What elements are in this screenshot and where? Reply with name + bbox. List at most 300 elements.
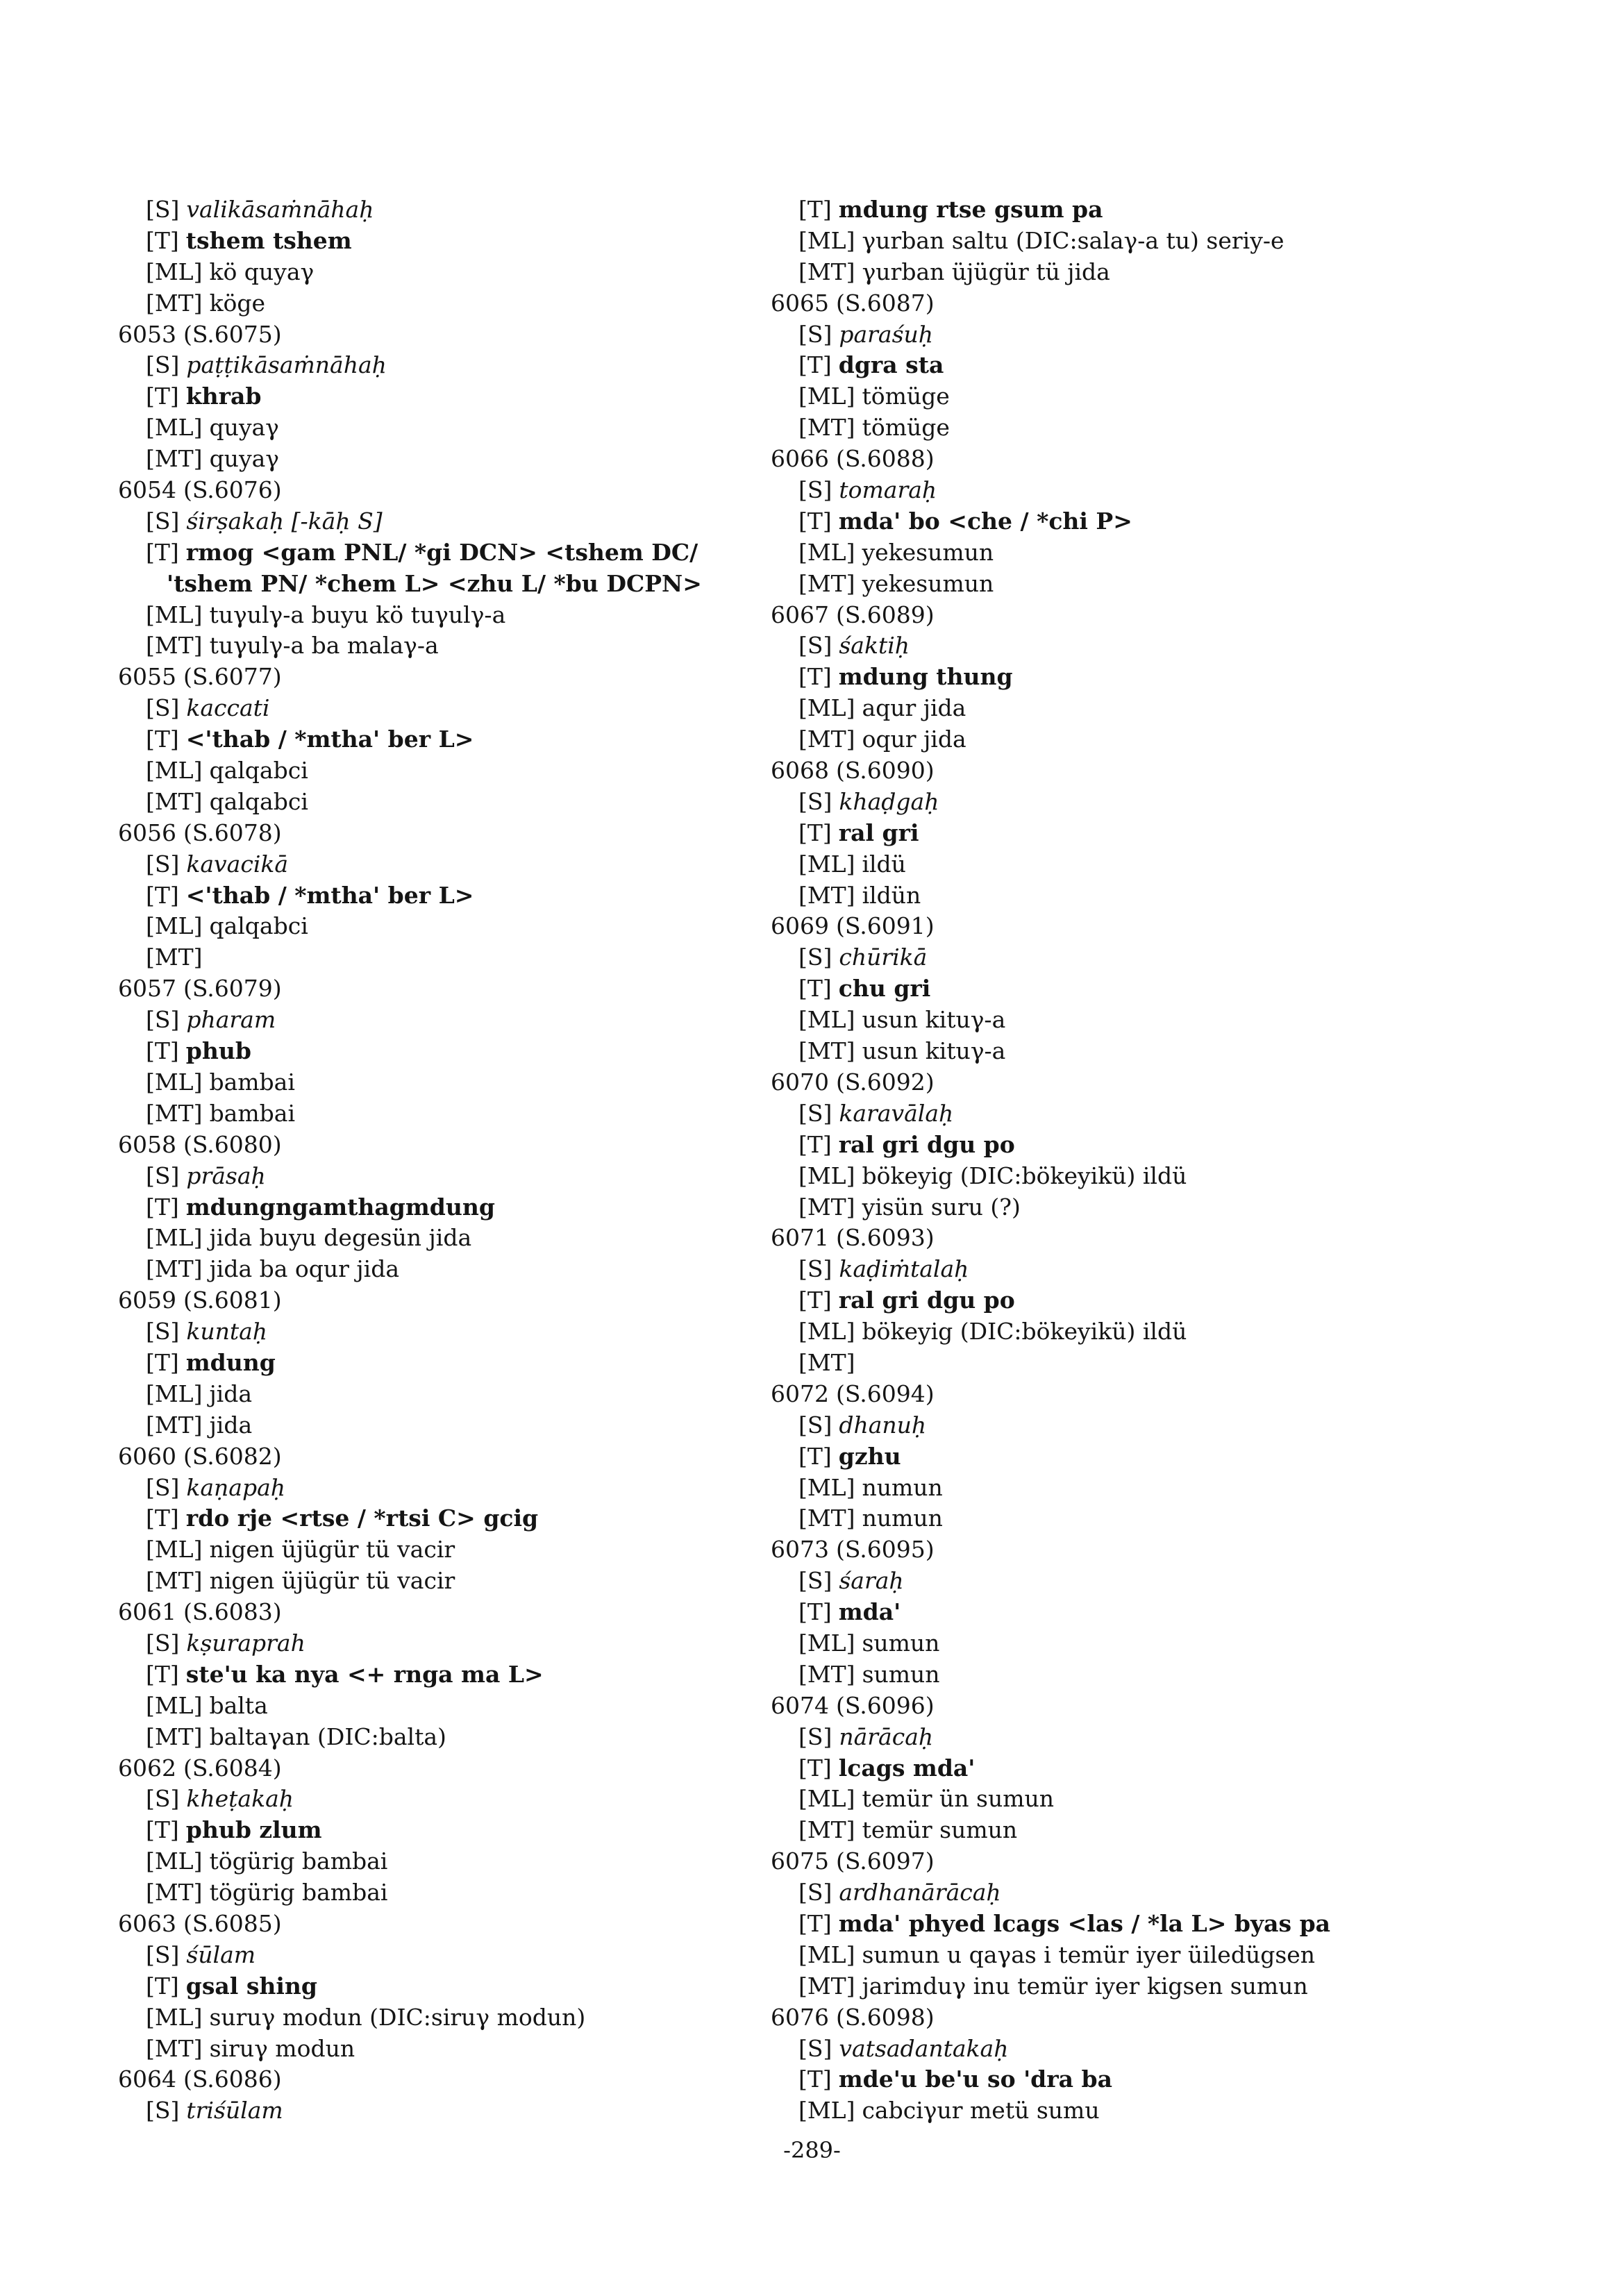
entry-field: [771, 226, 1465, 257]
entry-ref: (S.6082): [183, 1442, 282, 1470]
entry-number: [771, 600, 1465, 631]
field-value: kaccati: [186, 694, 270, 722]
entry-ref: (S.6097): [835, 1847, 935, 1875]
field-value: tshem tshem: [185, 226, 352, 254]
field-value: dgra sta: [838, 351, 944, 379]
field-tag: [ML]: [798, 226, 855, 254]
entry-field: [771, 1503, 1465, 1534]
field-tag: [MT]: [146, 1879, 203, 1907]
field-tag: [MT]: [146, 445, 203, 473]
entry-continuation: [118, 569, 812, 600]
entry-number: [771, 2002, 1465, 2034]
field-value: mda': [838, 1598, 901, 1626]
entry-field: [118, 942, 812, 973]
entry-field: [771, 537, 1465, 569]
field-tag: [S]: [146, 1941, 180, 1968]
entry-ref: (S.6089): [835, 601, 935, 628]
entry-ref: (S.6084): [183, 1754, 282, 1782]
entry-id: 6072: [771, 1380, 829, 1407]
entry-ref: (S.6094): [835, 1380, 935, 1407]
entry-field: [118, 1223, 812, 1254]
field-tag: [S]: [798, 1567, 832, 1595]
field-tag: [T]: [146, 1972, 179, 2000]
field-value: baltaγan (DIC:balta): [209, 1723, 446, 1750]
entry-field: [771, 662, 1465, 693]
entry-number: [771, 911, 1465, 942]
field-value: chūrikā: [839, 944, 928, 971]
field-tag: [S]: [798, 1099, 832, 1127]
field-tag: [ML]: [798, 1629, 855, 1657]
field-value: yekesumun: [862, 569, 994, 597]
left-column: [118, 194, 812, 2127]
field-value: temür sumun: [862, 1816, 1018, 1844]
field-tag: [ML]: [146, 1380, 203, 1407]
entry-ref: (S.6092): [835, 1068, 935, 1096]
field-tag: [ML]: [798, 1941, 855, 1968]
field-tag: [T]: [798, 1130, 832, 1158]
entry-id: 6071: [771, 1224, 829, 1252]
field-tag: [ML]: [146, 601, 203, 628]
field-tag: [MT]: [146, 632, 203, 660]
field-tag: [T]: [146, 881, 179, 909]
entry-field: [771, 1971, 1465, 2002]
field-value: mde'u be'u so 'dra ba: [838, 2065, 1112, 2093]
entry-field: [118, 1877, 812, 1909]
entry-field: [118, 787, 812, 818]
entry-ref: (S.6086): [183, 2065, 282, 2093]
entry-field: [771, 1877, 1465, 1909]
entry-field: [118, 2002, 812, 2034]
field-tag: [S]: [146, 1785, 180, 1813]
field-value: chu gri: [838, 975, 931, 1003]
entry-field: [771, 1753, 1465, 1784]
field-tag: [T]: [146, 726, 179, 753]
entry-number: [771, 1846, 1465, 1877]
field-tag: [MT]: [798, 258, 855, 285]
field-tag: [MT]: [798, 1816, 855, 1844]
entry-field: [771, 724, 1465, 755]
entry-field: [118, 630, 812, 662]
field-tag: [ML]: [146, 414, 203, 442]
field-tag: [S]: [798, 320, 832, 348]
field-tag: [T]: [146, 1816, 179, 1844]
field-value: quyaγ: [209, 445, 279, 473]
field-value: tuγulγ-a ba malaγ-a: [209, 632, 439, 660]
entry-number: [771, 1223, 1465, 1254]
field-value: 'tshem PN/ *chem L> <zhu L/ *bu DCPN>: [167, 569, 702, 597]
field-value: numun: [862, 1505, 943, 1532]
entry-field: [771, 1161, 1465, 1192]
field-tag: [MT]: [146, 289, 203, 317]
entry-field: [771, 1909, 1465, 1940]
field-tag: [ML]: [798, 1318, 855, 1346]
entry-field: [118, 1503, 812, 1534]
field-tag: [S]: [146, 850, 180, 878]
field-tag: [T]: [798, 2065, 832, 2093]
entry-number: [118, 973, 812, 1005]
field-value: paṭṭikāsaṁnāhaḥ: [186, 351, 387, 379]
field-tag: [ML]: [798, 538, 855, 566]
field-tag: [S]: [146, 694, 180, 722]
entry-number: [771, 1379, 1465, 1410]
field-tag: [S]: [798, 632, 832, 660]
entry-field: [771, 942, 1465, 973]
entry-field: [118, 506, 812, 537]
entry-id: 6053: [118, 320, 176, 348]
entry-ref: (S.6085): [183, 1909, 282, 1937]
field-value: yisün suru (?): [862, 1193, 1021, 1221]
field-tag: [ML]: [146, 258, 203, 285]
field-value: ildü: [862, 850, 906, 878]
field-value: tögürig bambai: [209, 1847, 388, 1875]
entry-field: [118, 1254, 812, 1285]
page-number: -289-: [783, 2137, 841, 2163]
entry-field: [118, 1410, 812, 1441]
entry-field: [771, 350, 1465, 381]
entry-id: 6065: [771, 289, 829, 317]
field-tag: [T]: [146, 383, 179, 410]
entry-number: [118, 818, 812, 849]
entry-id: 6063: [118, 1909, 176, 1937]
entry-field: [118, 1161, 812, 1192]
field-value: oqur jida: [862, 726, 966, 753]
entry-field: [771, 1316, 1465, 1348]
field-value: nigen üjügür tü vacir: [209, 1536, 455, 1564]
entry-field: [118, 1348, 812, 1379]
entry-id: 6056: [118, 819, 176, 846]
field-tag: [ML]: [798, 1006, 855, 1034]
field-value: mdungngamthagmdung: [185, 1193, 495, 1221]
field-value: bökeyig (DIC:bökeyikü) ildü: [862, 1318, 1187, 1346]
field-tag: [S]: [146, 1006, 180, 1034]
field-value: balta: [209, 1691, 268, 1719]
field-value: kṣuraprah: [186, 1629, 305, 1657]
field-value: jida ba oqur jida: [209, 1255, 400, 1283]
field-value: ral gri dgu po: [838, 1287, 1015, 1314]
field-value: gsal shing: [185, 1972, 317, 2000]
entry-field: [771, 1566, 1465, 1597]
field-value: gzhu: [838, 1442, 901, 1470]
field-tag: [ML]: [146, 1691, 203, 1719]
entry-field: [118, 1192, 812, 1223]
entry-field: [118, 1846, 812, 1877]
field-tag: [MT]: [146, 1099, 203, 1127]
field-value: γurban saltu (DIC:salaγ-a tu) seriy-e: [862, 226, 1284, 254]
field-value: triśūlam: [186, 2097, 283, 2125]
field-tag: [MT]: [798, 881, 855, 909]
field-tag: [T]: [798, 975, 832, 1003]
field-tag: [ML]: [798, 383, 855, 410]
entry-ref: (S.6091): [835, 912, 935, 940]
field-tag: [ML]: [798, 694, 855, 722]
field-tag: [S]: [798, 1879, 832, 1907]
entry-number: [118, 475, 812, 506]
entry-field: [118, 257, 812, 288]
entry-ref: (S.6083): [183, 1598, 282, 1626]
entry-id: 6075: [771, 1847, 829, 1875]
field-value: śūlam: [186, 1941, 256, 1968]
field-value: qalqabci: [209, 787, 308, 815]
entry-field: [771, 1722, 1465, 1753]
field-value: śaktiḥ: [839, 632, 910, 660]
entry-field: [118, 381, 812, 412]
entry-field: [771, 693, 1465, 724]
field-value: nigen üjügür tü vacir: [209, 1567, 455, 1595]
field-tag: [ML]: [798, 1785, 855, 1813]
entry-field: [118, 755, 812, 787]
field-tag: [T]: [146, 226, 179, 254]
field-value: bambai: [209, 1099, 296, 1127]
field-tag: [ML]: [146, 1536, 203, 1564]
entry-field: [118, 444, 812, 475]
field-value: ral gri: [838, 819, 919, 846]
entry-field: [771, 787, 1465, 818]
entry-ref: (S.6080): [183, 1130, 282, 1158]
entry-ref: (S.6081): [183, 1287, 282, 1314]
entry-ref: (S.6075): [183, 320, 282, 348]
entry-id: 6076: [771, 2003, 829, 2031]
entry-id: 6060: [118, 1442, 176, 1470]
field-tag: [T]: [798, 1909, 832, 1937]
entry-field: [771, 412, 1465, 444]
field-tag: [S]: [146, 1473, 180, 1501]
entry-id: 6055: [118, 663, 176, 691]
entry-field: [771, 1036, 1465, 1067]
field-value: kavacikā: [186, 850, 289, 878]
entry-number: [118, 662, 812, 693]
entry-field: [771, 630, 1465, 662]
field-value: tuγulγ-a buyu kö tuγulγ-a: [209, 601, 506, 628]
field-tag: [MT]: [798, 726, 855, 753]
field-tag: [T]: [798, 1287, 832, 1314]
field-value: mda' phyed lcags <las / *la L> byas pa: [838, 1909, 1331, 1937]
field-tag: [T]: [146, 1193, 179, 1221]
field-value: phub: [185, 1037, 251, 1065]
entry-field: [118, 1098, 812, 1130]
entry-id: 6058: [118, 1130, 176, 1158]
entry-field: [771, 1659, 1465, 1691]
entry-field: [118, 724, 812, 755]
field-value: jarimduγ inu temür iyer kigsen sumun: [862, 1972, 1308, 2000]
entry-field: [771, 1441, 1465, 1473]
entry-field: [118, 880, 812, 912]
entry-number: [118, 1285, 812, 1316]
field-tag: [S]: [146, 1162, 180, 1189]
entry-field: [771, 1473, 1465, 1504]
entry-field: [771, 381, 1465, 412]
field-value: aqur jida: [862, 694, 966, 722]
field-tag: [T]: [798, 196, 832, 223]
entry-ref: (S.6095): [835, 1536, 935, 1564]
entry-number: [118, 2064, 812, 2095]
entry-field: [118, 412, 812, 444]
entry-id: 6074: [771, 1691, 829, 1719]
field-value: ral gri dgu po: [838, 1130, 1015, 1158]
field-value: bökeyig (DIC:bökeyikü) ildü: [862, 1162, 1187, 1189]
field-value: ste'u ka nya <+ rnga ma L>: [185, 1660, 544, 1688]
field-tag: [T]: [798, 507, 832, 535]
entry-field: [771, 257, 1465, 288]
field-value: qalqabci: [209, 757, 308, 785]
entry-ref: (S.6088): [835, 445, 935, 473]
entry-field: [118, 1379, 812, 1410]
entry-number: [118, 1909, 812, 1940]
field-tag: [ML]: [146, 1847, 203, 1875]
entry-id: 6059: [118, 1287, 176, 1314]
field-tag: [MT]: [798, 1037, 855, 1065]
field-value: khrab: [185, 383, 262, 410]
entry-field: [118, 1659, 812, 1691]
entry-field: [118, 1005, 812, 1036]
field-value: jida buyu degesün jida: [209, 1224, 472, 1252]
entry-field: [118, 1316, 812, 1348]
entry-field: [771, 569, 1465, 600]
field-value: vatsadantakaḥ: [839, 2034, 1009, 2062]
entry-id: 6066: [771, 445, 829, 473]
field-value: kaḍiṁtalaḥ: [839, 1255, 969, 1283]
entry-number: [771, 288, 1465, 319]
field-tag: [ML]: [146, 757, 203, 785]
field-value: quyaγ: [209, 414, 279, 442]
field-tag: [S]: [798, 944, 832, 971]
field-value: nārācaḥ: [839, 1723, 934, 1750]
entry-field: [118, 1722, 812, 1753]
field-value: mdung thung: [838, 663, 1013, 691]
entry-field: [118, 288, 812, 319]
entry-id: 6069: [771, 912, 829, 940]
field-value: tömüge: [862, 383, 950, 410]
field-tag: [MT]: [146, 787, 203, 815]
field-value: prāsaḥ: [186, 1162, 266, 1189]
entry-field: [118, 1628, 812, 1659]
field-tag: [S]: [798, 2034, 832, 2062]
entry-field: [771, 1410, 1465, 1441]
entry-number: [118, 1441, 812, 1473]
field-value: mdung: [185, 1348, 276, 1376]
field-tag: [MT]: [146, 1567, 203, 1595]
entry-field: [118, 226, 812, 257]
field-value: karavālaḥ: [839, 1099, 954, 1127]
entry-number: [771, 444, 1465, 475]
field-value: temür ün sumun: [862, 1785, 1055, 1813]
field-tag: [S]: [798, 476, 832, 504]
field-tag: [S]: [146, 2097, 180, 2125]
field-tag: [T]: [798, 1754, 832, 1782]
field-value: śirṣakaḥ [-kāḥ S]: [186, 507, 383, 535]
field-value: kö quyaγ: [209, 258, 315, 285]
entry-number: [771, 1534, 1465, 1566]
entry-field: [118, 1940, 812, 1971]
field-tag: [ML]: [798, 1473, 855, 1501]
entry-id: 6064: [118, 2065, 176, 2093]
field-tag: [T]: [798, 819, 832, 846]
field-tag: [MT]: [146, 1723, 203, 1750]
field-value: usun kituγ-a: [862, 1006, 1006, 1034]
entry-id: 6057: [118, 975, 176, 1003]
field-value: qalqabci: [209, 912, 308, 940]
field-tag: [MT]: [798, 569, 855, 597]
field-value: <'thab / *mtha' ber L>: [185, 881, 474, 909]
entry-field: [118, 1971, 812, 2002]
entry-ref: (S.6077): [183, 663, 282, 691]
field-tag: [S]: [146, 507, 180, 535]
entry-ref: (S.6076): [183, 476, 282, 504]
field-value: tömüge: [862, 414, 950, 442]
field-tag: [ML]: [146, 1068, 203, 1096]
entry-number: [771, 755, 1465, 787]
entry-field: [771, 818, 1465, 849]
right-column: [771, 194, 1465, 2127]
field-value: kuntaḥ: [186, 1318, 268, 1346]
entry-field: [118, 1473, 812, 1504]
field-tag: [S]: [798, 1411, 832, 1439]
entry-field: [118, 911, 812, 942]
entry-field: [771, 2064, 1465, 2095]
entry-field: [771, 319, 1465, 351]
entry-ref: (S.6093): [835, 1224, 935, 1252]
entry-ref: (S.6096): [835, 1691, 935, 1719]
entry-field: [118, 1036, 812, 1067]
field-tag: [T]: [146, 1660, 179, 1688]
field-tag: [MT]: [146, 944, 203, 971]
field-tag: [S]: [146, 1318, 180, 1346]
field-tag: [MT]: [798, 1972, 855, 2000]
field-tag: [S]: [798, 1723, 832, 1750]
field-value: sumun: [862, 1660, 940, 1688]
field-value: mda' bo <che / *chi P>: [838, 507, 1132, 535]
field-tag: [T]: [146, 1505, 179, 1532]
entry-ref: (S.6098): [835, 2003, 935, 2031]
entry-field: [118, 1815, 812, 1846]
field-tag: [ML]: [146, 912, 203, 940]
field-value: γurban üjügür tü jida: [862, 258, 1110, 285]
field-value: cabciγur metü sumu: [862, 2097, 1100, 2125]
field-value: rdo rje <rtse / *rtsi C> gcig: [185, 1505, 539, 1532]
field-value: ardhanārācaḥ: [839, 1879, 1001, 1907]
entry-field: [771, 506, 1465, 537]
entry-field: [771, 1628, 1465, 1659]
entry-id: 6061: [118, 1598, 176, 1626]
field-tag: [S]: [798, 1255, 832, 1283]
entry-number: [118, 1753, 812, 1784]
field-tag: [MT]: [146, 2034, 203, 2062]
entry-number: [771, 1067, 1465, 1098]
field-value: lcags mda': [838, 1754, 976, 1782]
field-value: valikāsaṁnāhaḥ: [186, 196, 374, 223]
field-tag: [ML]: [798, 2097, 855, 2125]
field-tag: [S]: [798, 787, 832, 815]
entry-id: 6070: [771, 1068, 829, 1096]
field-value: kheṭakaḥ: [186, 1785, 294, 1813]
field-value: bambai: [209, 1068, 295, 1096]
field-value: sumun u qaγas i temür iyer üiledügsen: [862, 1941, 1316, 1968]
entry-id: 6067: [771, 601, 829, 628]
entry-field: [118, 194, 812, 226]
field-tag: [T]: [798, 1442, 832, 1470]
entry-field: [118, 1534, 812, 1566]
field-value: suruγ modun (DIC:siruγ modun): [209, 2003, 586, 2031]
entry-ref: (S.6090): [835, 757, 935, 785]
entry-field: [118, 849, 812, 880]
entry-field: [771, 1130, 1465, 1161]
entry-field: [118, 2095, 812, 2127]
entry-field: [771, 1098, 1465, 1130]
entry-field: [771, 1784, 1465, 1815]
entry-field: [771, 1285, 1465, 1316]
field-tag: [ML]: [798, 850, 855, 878]
field-value: jida: [209, 1380, 253, 1407]
field-tag: [MT]: [798, 1348, 855, 1376]
